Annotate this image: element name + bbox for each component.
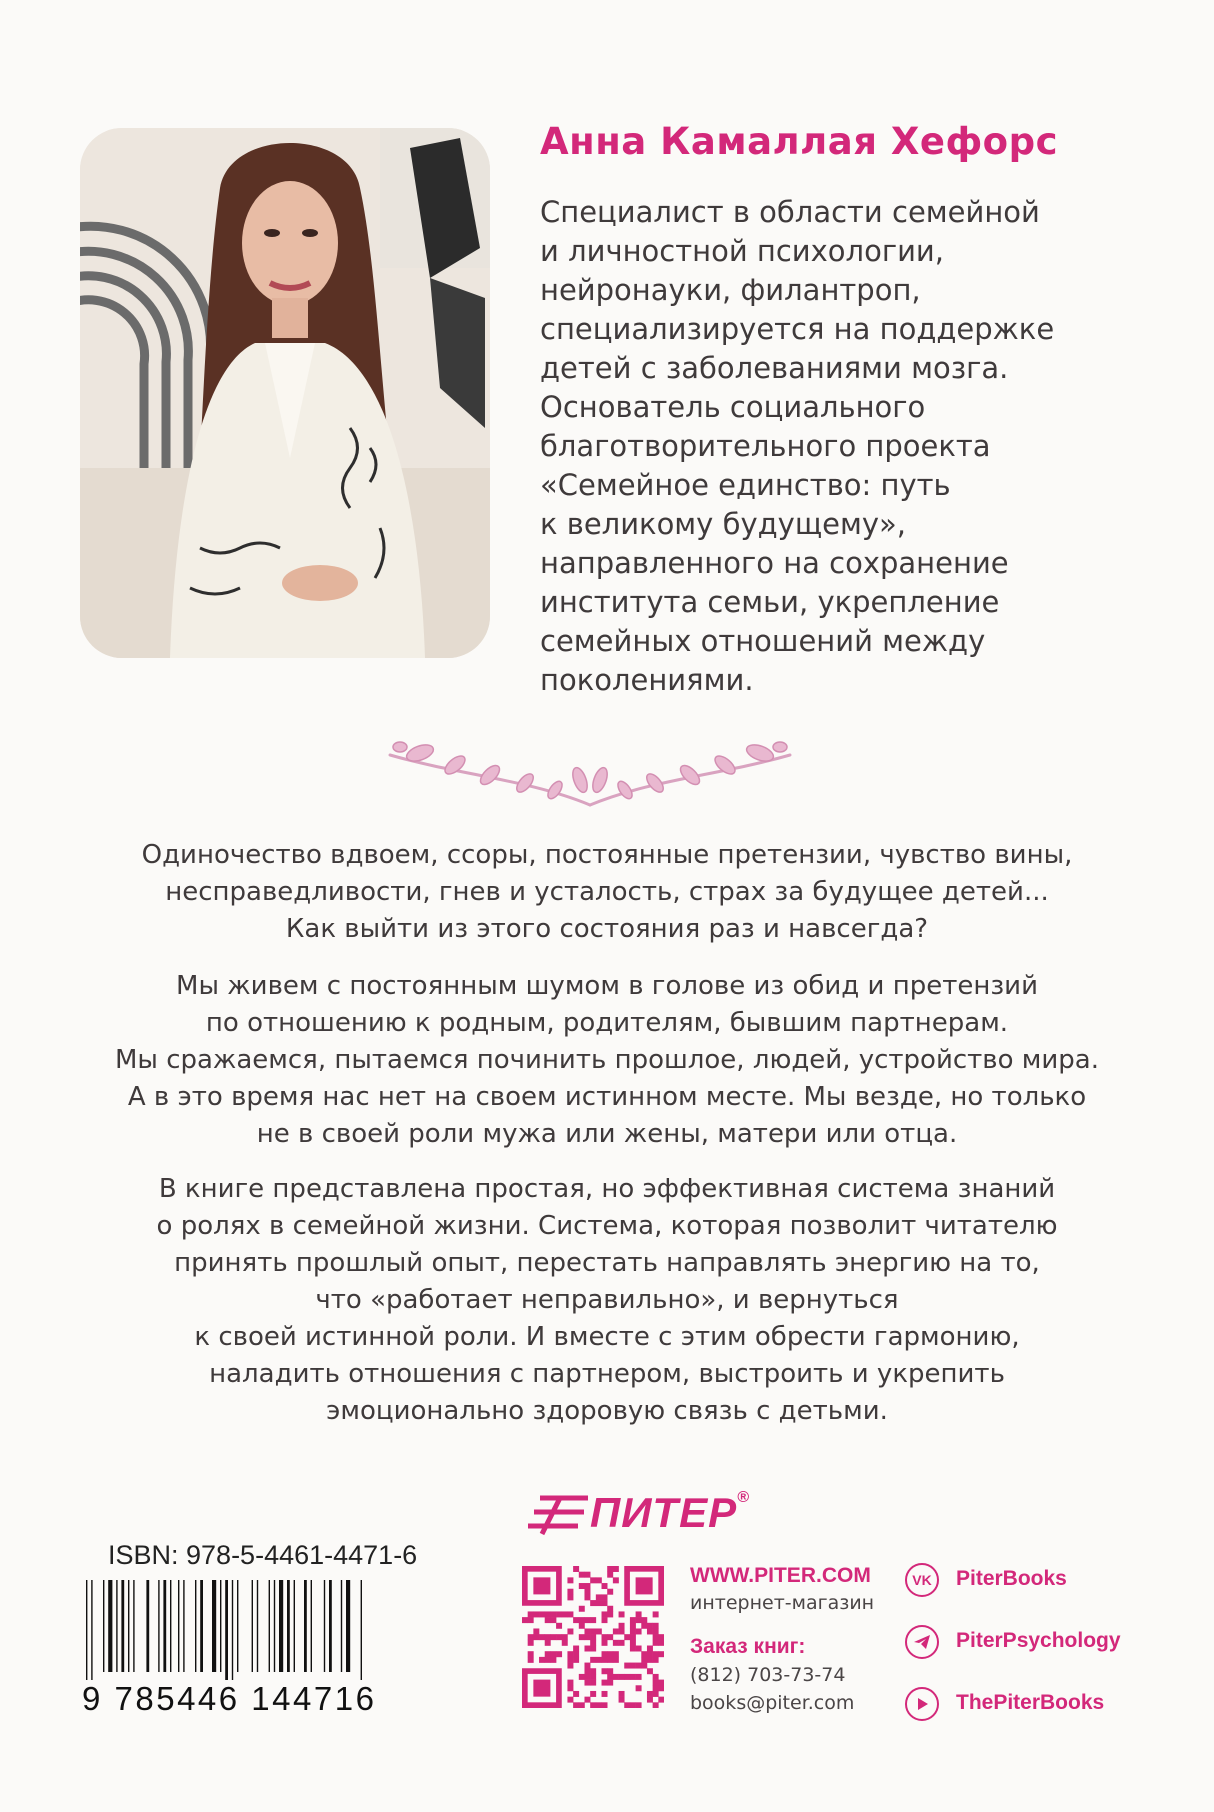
qr-module xyxy=(579,1583,585,1589)
qr-module xyxy=(636,1685,642,1691)
qr-module xyxy=(653,1623,659,1629)
qr-module xyxy=(533,1634,539,1640)
blurb-line: Мы живем с постоянным шумом в голове из обид и претензий xyxy=(176,971,1038,1001)
qr-module xyxy=(584,1628,590,1634)
qr-module xyxy=(584,1572,590,1578)
bio-line: нейронауки, филантроп, xyxy=(540,273,921,307)
qr-module xyxy=(619,1674,625,1680)
qr-module xyxy=(630,1628,636,1634)
blurb-line: Одиночество вдвоем, ссоры, постоянные претензии, чувство вины, xyxy=(141,840,1073,870)
qr-module xyxy=(528,1617,534,1623)
qr-module xyxy=(619,1640,625,1646)
qr-module xyxy=(567,1685,573,1691)
qr-module xyxy=(590,1617,596,1623)
qr-module xyxy=(579,1702,585,1708)
qr-module xyxy=(590,1691,596,1697)
qr-module xyxy=(556,1634,562,1640)
qr-module xyxy=(630,1663,636,1669)
barcode-bar xyxy=(341,1580,342,1672)
qr-module xyxy=(607,1634,613,1640)
vk-icon[interactable]: VK xyxy=(905,1563,939,1597)
qr-module xyxy=(653,1634,659,1640)
barcode-bar xyxy=(279,1580,283,1672)
website-caption: интернет-магазин xyxy=(690,1592,875,1614)
qr-module xyxy=(630,1634,636,1640)
qr-module xyxy=(641,1663,647,1669)
qr-module xyxy=(562,1611,568,1617)
barcode-bar xyxy=(329,1580,332,1672)
barcode-bar xyxy=(212,1580,216,1672)
barcode-bar xyxy=(237,1580,238,1672)
barcode-bar xyxy=(304,1580,307,1672)
qr-module xyxy=(567,1651,573,1657)
blurb-line: к своей истинной роли. И вместе с этим обрести гармонию, xyxy=(194,1322,1020,1352)
qr-module xyxy=(567,1663,573,1669)
qr-module xyxy=(533,1611,539,1617)
barcode-bar xyxy=(324,1580,325,1672)
qr-module xyxy=(573,1646,579,1652)
bio-line: поколениями. xyxy=(540,663,754,697)
qr-module xyxy=(619,1691,625,1697)
barcode-bar xyxy=(170,1580,171,1672)
bio-line: направленного на сохранение xyxy=(540,546,1009,580)
qr-module xyxy=(602,1611,608,1617)
qr-module xyxy=(584,1663,590,1669)
qr-module xyxy=(579,1634,585,1640)
qr-module xyxy=(533,1628,539,1634)
qr-module xyxy=(567,1680,573,1686)
qr-module xyxy=(545,1640,551,1646)
qr-module xyxy=(658,1685,664,1691)
barcode-bar xyxy=(225,1580,228,1680)
qr-module xyxy=(613,1640,619,1646)
barcode-bar xyxy=(86,1580,87,1680)
qr-module xyxy=(602,1583,608,1589)
qr-module xyxy=(613,1657,619,1663)
qr-module xyxy=(590,1646,596,1652)
qr-module xyxy=(636,1702,642,1708)
qr-module xyxy=(539,1634,545,1640)
qr-module xyxy=(658,1697,664,1703)
qr-module xyxy=(567,1577,573,1583)
qr-code[interactable] xyxy=(522,1566,664,1708)
qr-module xyxy=(658,1640,664,1646)
qr-module xyxy=(584,1589,590,1595)
qr-module xyxy=(579,1674,585,1680)
bio-line: к великому будущему», xyxy=(540,507,906,541)
qr-module xyxy=(653,1640,659,1646)
order-phone[interactable]: (812) 703-73-74 xyxy=(690,1664,846,1686)
publisher-name: ПИТЕР xyxy=(590,1489,738,1536)
qr-module xyxy=(636,1577,653,1594)
qr-module xyxy=(619,1697,625,1703)
qr-module xyxy=(653,1611,659,1617)
bio-line: детей с заболеваниями мозга. xyxy=(540,351,1009,385)
qr-module xyxy=(596,1594,602,1600)
blurb-line: несправедливости, гнев и усталость, страх за будущее детей... xyxy=(165,877,1049,907)
barcode-bar xyxy=(361,1580,362,1680)
qr-module xyxy=(607,1651,613,1657)
qr-module xyxy=(624,1674,630,1680)
qr-module xyxy=(590,1640,596,1646)
order-email[interactable]: books@piter.com xyxy=(690,1692,855,1714)
qr-module xyxy=(550,1634,556,1640)
blurb-line: не в своей роли мужа или жены, матери или отца. xyxy=(256,1119,958,1149)
barcode-bar xyxy=(232,1580,233,1680)
registered-mark: ® xyxy=(737,1489,750,1506)
barcode-bar xyxy=(178,1580,179,1672)
qr-module xyxy=(624,1634,630,1640)
qr-module xyxy=(584,1680,590,1686)
qr-module xyxy=(602,1594,608,1600)
qr-module xyxy=(647,1697,653,1703)
qr-module xyxy=(584,1594,590,1600)
qr-module xyxy=(602,1657,608,1663)
qr-module xyxy=(630,1640,636,1646)
order-title: Заказ книг: xyxy=(690,1635,806,1658)
qr-module xyxy=(613,1674,619,1680)
bio-line: и личностной психологии, xyxy=(540,234,944,268)
qr-module xyxy=(636,1646,642,1652)
qr-module xyxy=(596,1628,602,1634)
qr-module xyxy=(590,1577,596,1583)
barcode-bar xyxy=(163,1580,166,1672)
qr-module xyxy=(528,1657,534,1663)
qr-module xyxy=(636,1611,642,1617)
qr-module xyxy=(573,1691,579,1697)
qr-module xyxy=(613,1628,619,1634)
qr-module xyxy=(630,1623,636,1629)
qr-module xyxy=(567,1611,573,1617)
qr-module xyxy=(579,1617,585,1623)
qr-module xyxy=(556,1651,562,1657)
qr-module xyxy=(607,1668,613,1674)
qr-module xyxy=(584,1583,590,1589)
qr-module xyxy=(590,1634,596,1640)
qr-module xyxy=(590,1657,596,1663)
isbn-barcode xyxy=(82,1580,427,1680)
qr-module xyxy=(647,1651,653,1657)
qr-module xyxy=(653,1680,659,1686)
barcode-bar xyxy=(128,1580,129,1672)
qr-module xyxy=(567,1697,573,1703)
qr-module xyxy=(573,1651,579,1657)
qr-module xyxy=(602,1600,608,1606)
qr-module xyxy=(567,1657,573,1663)
qr-module xyxy=(590,1668,596,1674)
barcode-bar xyxy=(195,1580,196,1672)
qr-module xyxy=(573,1702,579,1708)
qr-module xyxy=(647,1657,653,1663)
qr-module xyxy=(573,1566,579,1572)
qr-module xyxy=(619,1628,625,1634)
qr-module xyxy=(539,1611,545,1617)
qr-module xyxy=(584,1646,590,1652)
qr-module xyxy=(590,1702,596,1708)
qr-module xyxy=(590,1680,596,1686)
qr-module xyxy=(636,1617,642,1623)
bio-line: «Семейное единство: путь xyxy=(540,468,951,502)
qr-module xyxy=(528,1651,534,1657)
qr-module xyxy=(602,1668,608,1674)
youtube-icon[interactable] xyxy=(905,1687,939,1721)
blurb-line: что «работает неправильно», и вернуться xyxy=(315,1285,899,1315)
barcode-bar xyxy=(287,1580,290,1672)
qr-module xyxy=(596,1657,602,1663)
barcode-bar xyxy=(220,1580,221,1672)
qr-module xyxy=(584,1697,590,1703)
blurb-line: эмоционально здоровую связь с детьми. xyxy=(326,1396,888,1426)
qr-module xyxy=(602,1651,608,1657)
qr-module xyxy=(607,1566,613,1572)
qr-module xyxy=(602,1680,608,1686)
blurb-line: А в это время нас нет на своем истинном месте. Мы везде, но только xyxy=(127,1082,1087,1112)
qr-module xyxy=(613,1566,619,1572)
qr-module xyxy=(641,1617,647,1623)
blurb-paragraph-2 xyxy=(40,968,1174,1153)
qr-module xyxy=(550,1617,556,1623)
qr-module xyxy=(528,1640,534,1646)
barcode-bar xyxy=(269,1580,270,1672)
qr-module xyxy=(539,1657,545,1663)
qr-module xyxy=(607,1589,613,1595)
blurb-line: по отношению к родным, родителям, бывшим партнерам. xyxy=(205,1008,1009,1038)
qr-module xyxy=(573,1617,579,1623)
barcode-bar xyxy=(158,1580,159,1672)
qr-module xyxy=(590,1674,596,1680)
qr-module xyxy=(613,1651,619,1657)
qr-module xyxy=(602,1702,608,1708)
qr-module xyxy=(647,1623,653,1629)
qr-module xyxy=(636,1663,642,1669)
blurb-line: принять прошлый опыт, перестать направлять энергию на то, xyxy=(174,1248,1040,1278)
author-name: Анна Камаллая Хефорс xyxy=(540,120,1059,163)
qr-module xyxy=(556,1623,562,1629)
qr-module xyxy=(641,1623,647,1629)
qr-module xyxy=(653,1685,659,1691)
social-youtube-label[interactable]: ThePiterBooks xyxy=(956,1691,1105,1714)
website-link[interactable]: WWW.PITER.COM xyxy=(690,1564,871,1587)
barcode-bar xyxy=(146,1580,149,1672)
piter-logo-icon xyxy=(520,1490,590,1540)
qr-module xyxy=(607,1680,613,1686)
blurb-line: наладить отношения с партнером, выстроить и укрепить xyxy=(209,1359,1005,1389)
qr-module xyxy=(630,1702,636,1708)
bio-line: благотворительного проекта xyxy=(540,429,991,463)
qr-module xyxy=(619,1623,625,1629)
qr-module xyxy=(647,1628,653,1634)
qr-module xyxy=(567,1594,573,1600)
qr-module xyxy=(636,1628,642,1634)
qr-module xyxy=(658,1680,664,1686)
barcode-bar xyxy=(103,1580,104,1672)
qr-module xyxy=(545,1611,551,1617)
qr-module xyxy=(522,1617,528,1623)
qr-module xyxy=(607,1674,613,1680)
qr-module xyxy=(653,1628,659,1634)
qr-module xyxy=(545,1657,551,1663)
qr-module xyxy=(624,1702,630,1708)
qr-module xyxy=(653,1651,659,1657)
barcode-bar xyxy=(183,1580,184,1672)
barcode-digits: 9 785446 144716 xyxy=(82,1680,377,1717)
qr-module xyxy=(653,1657,659,1663)
qr-module xyxy=(653,1674,659,1680)
author-portrait-illustration xyxy=(80,128,490,658)
blurb-line: Мы сражаемся, пытаемся починить прошлое, людей, устройство мира. xyxy=(114,1045,1100,1075)
qr-module xyxy=(641,1657,647,1663)
qr-module xyxy=(602,1640,608,1646)
barcode-bar xyxy=(311,1580,312,1672)
qr-module xyxy=(590,1600,596,1606)
bio-line: специализируется на поддержке xyxy=(540,312,1055,346)
social-vk-label[interactable]: PiterBooks xyxy=(956,1567,1067,1590)
qr-module xyxy=(624,1663,630,1669)
qr-module xyxy=(658,1634,664,1640)
qr-module xyxy=(602,1617,608,1623)
qr-module xyxy=(613,1577,619,1583)
barcode-bar xyxy=(91,1580,92,1680)
barcode-bar xyxy=(274,1580,275,1672)
qr-module xyxy=(602,1691,608,1697)
qr-module xyxy=(596,1702,602,1708)
qr-module xyxy=(562,1634,568,1640)
qr-module xyxy=(653,1702,659,1708)
qr-module xyxy=(533,1680,550,1697)
qr-module xyxy=(556,1611,562,1617)
floral-divider-ornament xyxy=(380,725,800,815)
qr-module xyxy=(579,1572,585,1578)
barcode-bar xyxy=(346,1580,350,1672)
qr-module xyxy=(630,1646,636,1652)
qr-module xyxy=(619,1611,625,1617)
qr-module xyxy=(528,1634,534,1640)
qr-module xyxy=(607,1572,613,1578)
qr-module xyxy=(596,1577,602,1583)
qr-module xyxy=(584,1634,590,1640)
qr-module xyxy=(607,1606,613,1612)
qr-module xyxy=(579,1606,585,1612)
blurb-line: В книге представлена простая, но эффективная система знаний xyxy=(158,1174,1056,1204)
social-telegram-label[interactable]: PiterPsychology xyxy=(956,1629,1121,1652)
qr-module xyxy=(658,1651,664,1657)
blurb-paragraph-3 xyxy=(40,1171,1174,1430)
qr-module xyxy=(630,1617,636,1623)
qr-module xyxy=(607,1611,613,1617)
qr-module xyxy=(584,1668,590,1674)
qr-module xyxy=(607,1657,613,1663)
blurb-line: о ролях в семейной жизни. Система, которая позволит читателю xyxy=(156,1211,1058,1241)
qr-module xyxy=(567,1628,573,1634)
blurb-paragraph-1 xyxy=(40,837,1174,948)
barcode-bar xyxy=(116,1580,117,1672)
qr-module xyxy=(573,1657,579,1663)
qr-module xyxy=(630,1674,636,1680)
qr-module xyxy=(641,1651,647,1657)
bio-line: института семьи, укрепление xyxy=(540,585,1000,619)
isbn-label: ISBN: 978-5-4461-4471-6 xyxy=(108,1540,418,1570)
publisher-logo-text xyxy=(590,1489,750,1537)
barcode-bar xyxy=(257,1580,258,1672)
barcode-bar xyxy=(133,1580,134,1672)
qr-module xyxy=(550,1657,556,1663)
qr-module xyxy=(590,1628,596,1634)
qr-module xyxy=(653,1691,659,1697)
qr-module xyxy=(579,1623,585,1629)
barcode-bar xyxy=(200,1580,203,1672)
author-photo xyxy=(80,128,490,658)
qr-module xyxy=(550,1651,556,1657)
qr-module xyxy=(584,1674,590,1680)
qr-module xyxy=(647,1646,653,1652)
telegram-icon[interactable] xyxy=(905,1625,939,1659)
qr-module xyxy=(562,1640,568,1646)
barcode-bar xyxy=(108,1580,112,1672)
bio-line: Специалист в области семейной xyxy=(540,195,1040,229)
qr-module xyxy=(602,1634,608,1640)
qr-module xyxy=(528,1611,534,1617)
barcode-bar xyxy=(121,1580,124,1672)
qr-module xyxy=(545,1617,551,1623)
bio-line: семейных отношений между xyxy=(540,624,986,658)
blurb-line: Как выйти из этого состояния раз и навсегда? xyxy=(285,914,929,944)
qr-module xyxy=(584,1617,590,1623)
qr-module xyxy=(647,1691,653,1697)
qr-module xyxy=(533,1577,550,1594)
qr-module xyxy=(596,1600,602,1606)
qr-module xyxy=(550,1611,556,1617)
qr-module xyxy=(567,1589,573,1595)
qr-module xyxy=(545,1634,551,1640)
barcode-bar xyxy=(252,1580,253,1672)
author-bio xyxy=(540,193,1180,700)
qr-module xyxy=(636,1674,642,1680)
qr-module xyxy=(647,1668,653,1674)
bio-line: Основатель социального xyxy=(540,390,926,424)
qr-module xyxy=(545,1651,551,1657)
barcode-bar xyxy=(294,1580,295,1672)
